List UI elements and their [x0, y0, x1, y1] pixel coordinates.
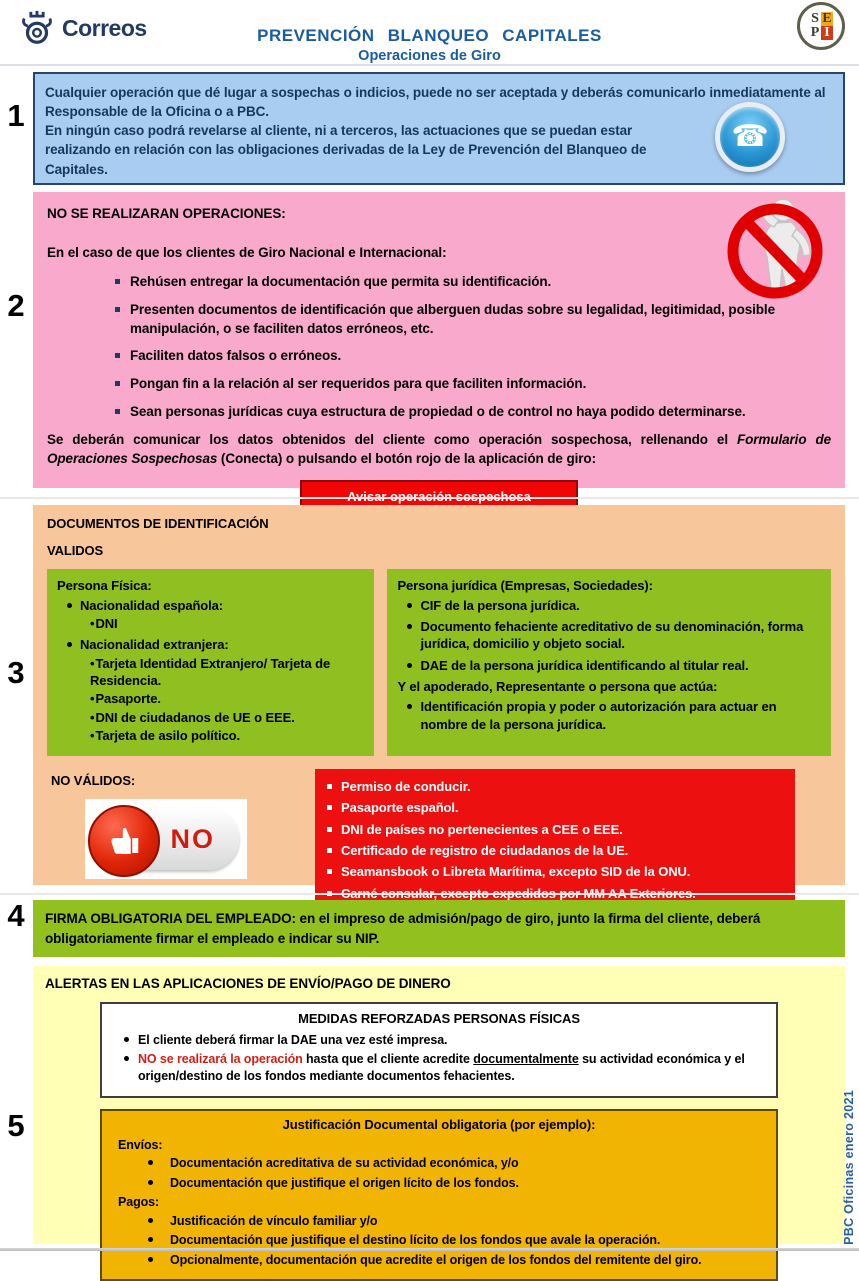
list-item: Nacionalidad española: • DNI [65, 597, 364, 633]
list-item: DAE de la persona jurídica identificando al titular real. [405, 657, 821, 674]
section-1-number: 1 [7, 98, 25, 133]
section-1-suspicion-notice [33, 72, 845, 185]
list-item: NO se realizará la operación hasta que el cliente acredite documentalmente su actividad económica y el origen/destino de los fondos mediante documentos fehacientes. [124, 1051, 760, 1084]
list-item: Pongan fin a la relación al ser requeridos para que faciliten información. [115, 375, 830, 394]
list-item: Sean personas jurídicas cuya estructura de propiedad o de control no haya podido determinarse. [115, 403, 830, 422]
section-2-intro: En el caso de que los clientes de Giro Nacional e Internacional: [47, 244, 447, 260]
list-item: • Pasaporte. [90, 690, 364, 707]
persona-juridica-list [405, 597, 821, 674]
thumbs-down-icon [88, 805, 160, 877]
list-item: • DNI [90, 615, 364, 632]
section-1-paragraph-2: En ningún caso podrá revelarse al cliente, ni a terceros, las actuaciones que se puedan estar realizando en relación con las obligaciones derivadas de la Ley de Prevención del Blanqueo de Capitales. [45, 123, 647, 177]
list-item: Faciliten datos falsos o erróneos. [115, 347, 830, 366]
list-item: Certificado de registro de ciudadanos de la UE. [327, 842, 783, 859]
page-header-titles [200, 26, 659, 64]
page-title: PREVENCIÓN BLANQUEO CAPITALES [257, 26, 602, 45]
list-item: • Tarjeta Identidad Extranjero/ Tarjeta de Residencia. [90, 655, 364, 690]
section-divider [0, 893, 859, 895]
section-5-number: 5 [7, 1108, 25, 1143]
list-item: Documentación acreditativa de su actividad económica, y/o [148, 1155, 760, 1172]
section-2-number: 2 [7, 288, 25, 323]
closing-italic: Formulario de Operaciones Sospechosas [47, 432, 832, 467]
phone-icon: ☎ [715, 102, 785, 172]
section-1-paragraph-1: Cualquier operación que dé lugar a sospechas o indicios, puede no ser aceptada y deberás comunicarlo inmediatamente al Responsable de la Oficina o a PBC. [45, 85, 826, 120]
header-divider [0, 64, 859, 66]
persona-fisica-box [47, 569, 374, 757]
section-5-heading: ALERTAS EN LAS APLICACIONES DE ENVÍO/PAGO DE DINERO [45, 976, 451, 991]
list-item: • DNI de ciudadanos de UE o EEE. [90, 709, 364, 726]
list-item: Documentación que justifique el destino lícito de los fondos que avale la operación. [148, 1232, 760, 1249]
valid-documents-columns [47, 569, 831, 757]
section-3-number: 3 [7, 655, 25, 690]
list-item: Rehúsen entregar la documentación que permita su identificación. [115, 273, 830, 292]
apoderado-subtitle: Y el apoderado, Representante o persona que actúa: [397, 678, 718, 694]
documentary-justification-title: Justificación Documental obligatoria (por ejemplo): [282, 1117, 596, 1133]
list-item: DNI de países no pertenecientes a CEE o EEE. [327, 821, 783, 838]
section-4-text: FIRMA OBLIGATORIA DEL EMPLEADO: en el impreso de admisión/pago de giro, junto la firma del cliente, deberá obligatoriamente firmar el empleado e indicar su NIP. [45, 911, 761, 946]
brand-name: Correos [62, 14, 147, 41]
list-item: Opcionalmente, documentación que acredite el origen de los fondos del remitente del giro. [148, 1252, 760, 1269]
list-item: • Tarjeta de asilo político. [90, 727, 364, 744]
list-item: Nacionalidad extranjera: • Tarjeta Identidad Extranjero/ Tarjeta de Residencia. • Pasaporte. • DNI de ciudadanos de UE o EEE. • Tarjeta de asilo político. [65, 636, 364, 744]
reinforced-measures-list [124, 1032, 760, 1085]
page-subtitle: Operaciones de Giro [358, 48, 501, 64]
bottom-divider [0, 1248, 859, 1251]
apoderado-list [405, 698, 821, 733]
envios-label: Envíos: [118, 1137, 163, 1152]
sepi-row-2: P I [809, 26, 833, 40]
invalid-label: NO VÁLIDOS: [51, 773, 136, 789]
section-3-heading: DOCUMENTOS DE IDENTIFICACIÓN [47, 516, 269, 531]
correos-logo [18, 8, 147, 48]
list-item: Justificación de vínculo familiar y/o [148, 1213, 760, 1230]
list-item: Identificación propia y poder o autorización para actuar en nombre de la persona jurídica. [405, 698, 821, 733]
correos-posthorn-crown-icon [18, 8, 56, 48]
no-badge-label: NO [170, 824, 215, 855]
section-4-mandatory-signature [33, 900, 845, 957]
reinforced-measures-title: MEDIDAS REFORZADAS PERSONAS FÍSICAS [298, 1010, 580, 1026]
persona-juridica-box [387, 569, 831, 757]
section-3-identification-documents [33, 505, 845, 885]
persona-juridica-title: Persona jurídica (Empresas, Sociedades): [397, 577, 653, 593]
section-4-number: 4 [7, 898, 25, 933]
sepi-logo [797, 2, 845, 50]
envios-list [148, 1155, 760, 1191]
list-item: Pasaporte español. [327, 799, 783, 816]
list-item: Presenten documentos de identificación que alberguen dudas sobre su legalidad, legitimidad, posible manipulación, o se faciliten datos erróneos, etc. [115, 301, 830, 339]
no-pill [89, 808, 239, 870]
list-item: Permiso de conducir. [327, 778, 783, 795]
section-divider [0, 497, 859, 499]
list-item: Documentación que justifique el origen lícito de los fondos. [148, 1175, 760, 1192]
persona-fisica-title: Persona Física: [57, 577, 152, 593]
pagos-list [148, 1213, 760, 1269]
version-side-note: PBC Oficinas enero 2021 [842, 1090, 856, 1245]
reinforced-measures-box [100, 1002, 778, 1099]
persona-fisica-list [65, 597, 364, 744]
documentary-justification-box [100, 1109, 778, 1281]
no-badge [85, 799, 247, 879]
pagos-label: Pagos: [118, 1195, 160, 1210]
sepi-row-1: S E [811, 11, 832, 26]
section-2-heading: NO SE REALIZARAN OPERACIONES: [47, 206, 286, 221]
list-item: Seamansbook o Libreta Marítima, excepto SID de la ONU. [327, 863, 783, 880]
valid-label: VALIDOS [47, 543, 104, 559]
list-item: CIF de la persona jurídica. [405, 597, 821, 614]
section-5-alerts [33, 966, 845, 1267]
list-item: Documento fehaciente acreditativo de su denominación, forma jurídica, domicilio y objeto social. [405, 618, 821, 653]
list-item: El cliente deberá firmar la DAE una vez esté impresa. [124, 1032, 760, 1049]
section-2-closing: Se deberán comunicar los datos obtenidos del cliente como operación sospechosa, rellenando el Formulario de Operaciones Sospechosas (Conecta) o pulsando el botón rojo de la aplicación de giro: [47, 432, 832, 467]
section-2-no-operations [33, 192, 845, 488]
invalid-documents-list [327, 778, 783, 902]
